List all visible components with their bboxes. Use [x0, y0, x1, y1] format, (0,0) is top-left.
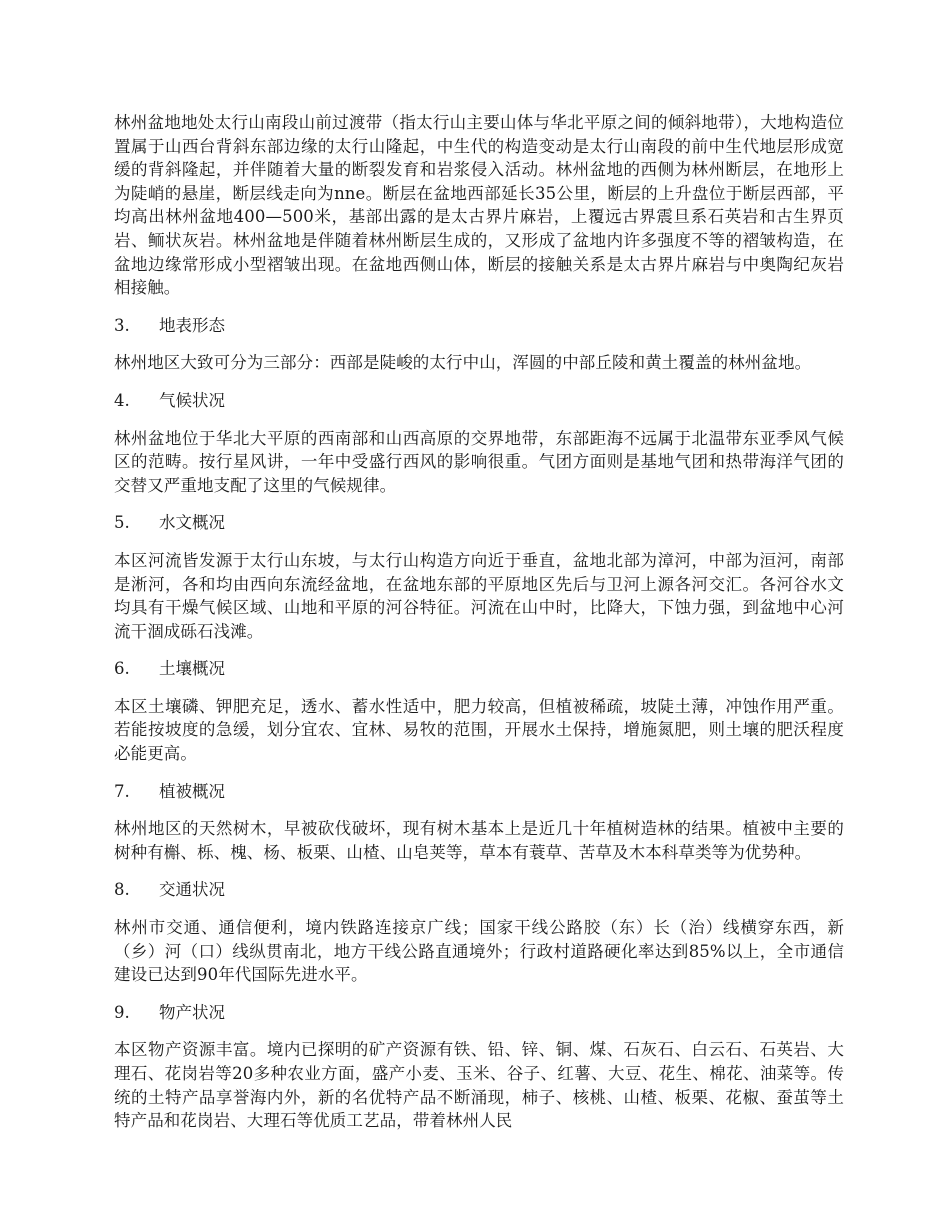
section-heading-4 [114, 389, 844, 413]
section-number: 4. [114, 390, 130, 410]
section-number: 7. [114, 781, 130, 801]
document-page [114, 111, 844, 1133]
section-paragraph-8: 林州市交通、通信便利，境内铁路连接京广线；国家干线公路胶（东）长（治）线横穿东西，新（乡）河（口）线纵贯南北，地方干线公路直通境外；行政村道路硬化率达到85%以上，全市通信建设已达到90年代国际先进水平。 [114, 918, 844, 985]
section-paragraph-4: 林州盆地位于华北大平原的西南部和山西高原的交界地带，东部距海不远属于北温带东亚季风气候区的范畴。按行星风讲，一年中受盛行西风的影响很重。气团方面则是基地气团和热带海洋气团的交替又严重地支配了这里的气候规律。 [114, 428, 844, 495]
section-title: 土壤概况 [159, 659, 225, 679]
section-heading-6 [114, 657, 844, 681]
section-heading-8 [114, 878, 844, 902]
section-title: 水文概况 [159, 513, 225, 533]
section-title: 气候状况 [159, 390, 225, 410]
section-number: 6. [114, 659, 130, 679]
section-title: 交通状况 [159, 880, 225, 900]
intro-paragraph: 林州盆地地处太行山南段山前过渡带（指太行山主要山体与华北平原之间的倾斜地带），大地构造位置属于山西台背斜东部边缘的太行山隆起，中生代的构造变动是太行山南段的前中生代地层形成宽缓的背斜隆起，并伴随着大量的断裂发育和岩浆侵入活动。林州盆地的西侧为林州断层，在地形上为陡峭的悬崖，断层线走向为nne。断层在盆地西部延长35公里，断层的上升盘位于断层西部，平均高出林州盆地400—500米，基部出露的是太古界片麻岩，上覆远古界震旦系石英岩和古生界页岩、鲕状灰岩。林州盆地是伴随着林州断层生成的，又形成了盆地内许多强度不等的褶皱构造，在盆地边缘常形成小型褶皱出现。在盆地西侧山体，断层的接触关系是太古界片麻岩与中奥陶纪灰岩相接触。 [114, 113, 844, 298]
section-heading-3 [114, 314, 844, 338]
section-number: 8. [114, 880, 130, 900]
section-heading-9 [114, 1001, 844, 1025]
section-number: 5. [114, 513, 130, 533]
section-title: 植被概况 [159, 781, 225, 801]
section-number: 9. [114, 1002, 130, 1022]
section-title: 地表形态 [159, 315, 225, 335]
section-paragraph-6: 本区土壤磷、钾肥充足，透水、蓄水性适中，肥力较高，但植被稀疏，坡陡土薄，冲蚀作用严重。若能按坡度的急缓，划分宜农、宜林、易牧的范围，开展水土保持，增施氮肥，则土壤的肥沃程度必能更高。 [114, 696, 844, 764]
section-paragraph-7: 林州地区的天然树木，早被砍伐破坏，现有树木基本上是近几十年植树造林的结果。植被中主要的树种有槲、栎、槐、杨、板栗、山楂、山皂荚等，草本有蓑草、苦草及木本科草类等为优势种。 [114, 819, 844, 862]
section-paragraph-3: 林州地区大致可分为三部分：西部是陡峻的太行中山，浑圆的中部丘陵和黄土覆盖的林州盆地。 [114, 353, 812, 373]
section-number: 3. [114, 315, 130, 335]
section-heading-5 [114, 511, 844, 535]
section-heading-7 [114, 780, 844, 804]
section-paragraph-5: 本区河流皆发源于太行山东坡，与太行山构造方向近于垂直，盆地北部为漳河，中部为洹河，南部是淅河，各和均由西向东流经盆地，在盆地东部的平原地区先后与卫河上源各河交汇。各河谷水文均具有干燥气候区域、山地和平原的河谷特征。河流在山中时，比降大，下蚀力强，到盆地中心河流干涸成砾石浅滩。 [114, 550, 844, 641]
section-title: 物产状况 [159, 1002, 225, 1022]
section-paragraph-9: 本区物产资源丰富。境内已探明的矿产资源有铁、铅、锌、铜、煤、石灰石、白云石、石英岩、大理石、花岗岩等20多种农业方面，盛产小麦、玉米、谷子、红薯、大豆、花生、棉花、油菜等。传统的土特产品享誉海内外，新的名优特产品不断涌现，柿子、核桃、山楂、板栗、花椒、蚕茧等土特产品和花岗岩、大理石等优质工艺品，带着林州人民 [114, 1040, 844, 1131]
